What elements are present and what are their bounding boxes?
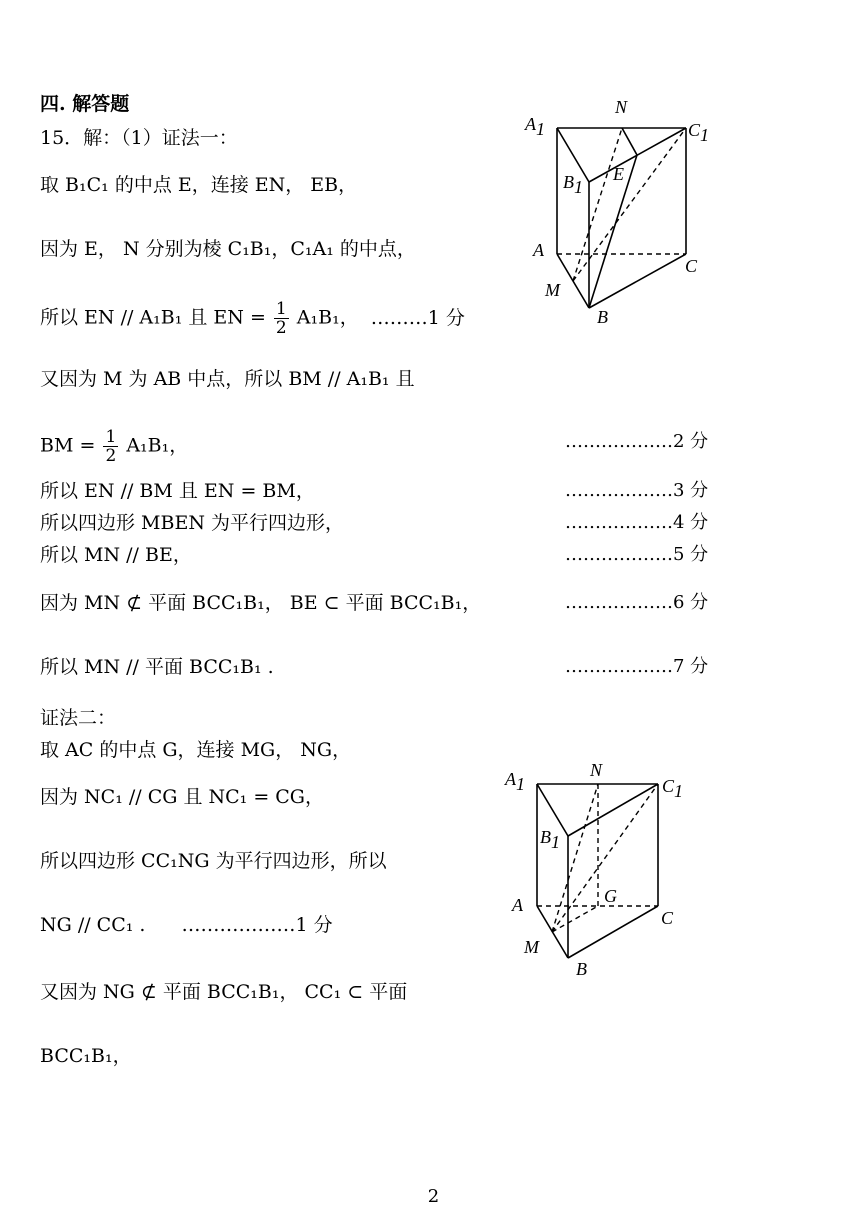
proof1-line9: 因为 MN ⊄ 平面 BCC₁B₁， BE ⊂ 平面 BCC₁B₁， xyxy=(40,592,482,614)
label-N: N xyxy=(590,760,603,780)
proof1-line5-a: BM = xyxy=(40,434,96,457)
proof2-line4-text: NG // CC₁ . xyxy=(40,914,146,936)
label-C: C xyxy=(661,908,674,928)
label-A: A xyxy=(512,895,523,915)
page-number: 2 xyxy=(427,1186,440,1207)
proof1-line7: 所以四边形 MBEN 为平行四边形， xyxy=(40,512,344,534)
proof1-line2: 因为 E， N 分别为棱 C₁B₁，C₁A₁ 的中点， xyxy=(40,238,416,260)
proof2-line2: 因为 NC₁ // CG 且 NC₁ = CG， xyxy=(40,786,324,808)
proof1-line4: 又因为 M 为 AB 中点，所以 BM // A₁B₁ 且 xyxy=(40,368,415,390)
proof1-line3-b: A₁B₁， xyxy=(296,306,359,329)
label-A: A xyxy=(533,240,544,260)
label-B1: B1 xyxy=(540,827,560,852)
problem-header: 15．解：（1）证法一： xyxy=(40,127,238,149)
proof2-line1: 取 AC 的中点 G，连接 MG， NG， xyxy=(40,739,352,761)
label-N: N xyxy=(615,97,628,117)
proof1-line9-points: ………………6 分 xyxy=(565,592,709,613)
proof2-title: 证法二： xyxy=(40,707,117,729)
label-M: M xyxy=(524,937,539,957)
fraction-half: $\frac{1}{2}$ xyxy=(105,427,117,466)
proof1-line6-points: ………………3 分 xyxy=(565,480,709,501)
label-C: C xyxy=(685,256,698,276)
proof1-line10: 所以 MN // 平面 BCC₁B₁ . xyxy=(40,656,274,678)
label-C1: C1 xyxy=(662,776,684,801)
label-C1: C1 xyxy=(688,120,710,145)
proof2-line4-points: ………………1 分 xyxy=(181,914,333,936)
proof1-line5-points: ………………2 分 xyxy=(565,431,709,452)
proof1-line10-points: ………………7 分 xyxy=(565,656,709,677)
section-title: 四. 解答题 xyxy=(40,93,130,115)
proof1-line1: 取 B₁C₁ 的中点 E，连接 EN， EB， xyxy=(40,174,358,196)
proof1-line3-points: ………1 分 xyxy=(370,306,465,329)
label-M: M xyxy=(545,280,560,300)
label-E: E xyxy=(613,164,624,184)
label-B: B xyxy=(576,959,587,979)
proof1-line5-b: A₁B₁， xyxy=(126,434,189,457)
fraction-half: $\frac{1}{2}$ xyxy=(275,299,287,338)
proof1-line7-points: ………………4 分 xyxy=(565,512,709,533)
proof1-line8-points: ………………5 分 xyxy=(565,544,709,565)
proof1-line8: 所以 MN // BE， xyxy=(40,544,192,566)
proof2-line3: 所以四边形 CC₁NG 为平行四边形，所以 xyxy=(40,850,387,872)
proof2-line6: BCC₁B₁， xyxy=(40,1045,132,1067)
label-B1: B1 xyxy=(563,172,583,197)
label-A1: A1 xyxy=(505,769,525,794)
label-G: G xyxy=(604,886,617,906)
proof1-line3-a: 所以 EN // A₁B₁ 且 EN = xyxy=(40,306,266,329)
proof1-line6: 所以 EN // BM 且 EN = BM， xyxy=(40,480,315,502)
label-A1: A1 xyxy=(525,114,545,139)
proof2-line5: 又因为 NG ⊄ 平面 BCC₁B₁， CC₁ ⊂ 平面 xyxy=(40,981,408,1003)
label-B: B xyxy=(597,307,608,327)
